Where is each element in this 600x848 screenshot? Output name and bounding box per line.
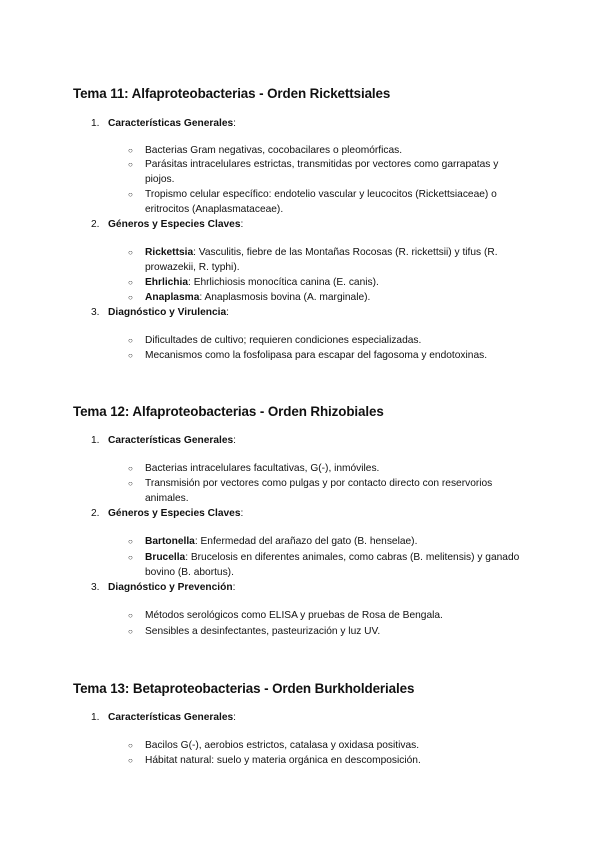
list-item [128,188,528,217]
item-number: 1. [91,712,100,723]
item-label: Diagnóstico y Virulencia [108,307,227,318]
list-item [128,477,528,506]
circle-bullet-icon: ○ [128,756,133,765]
item-suffix: : [226,307,229,318]
item-label: Características Generales [108,712,234,723]
item-number: 2. [91,219,100,230]
bullet-bold: Brucella [145,552,186,563]
circle-bullet-icon: ○ [128,553,133,562]
circle-bullet-icon: ○ [128,351,133,360]
numbered-item [91,582,235,593]
item-number: 1. [91,435,100,446]
list-item [128,291,528,306]
list-item [128,144,528,159]
circle-bullet-icon: ○ [128,741,133,750]
bullet-text: : Ehrlichiosis monocítica canina (E. canis). [188,277,379,288]
circle-bullet-icon: ○ [128,160,133,169]
circle-bullet-icon: ○ [128,248,133,257]
item-suffix: : [233,118,237,129]
list-item [128,551,528,580]
item-number: 2. [91,508,100,519]
bullet-text: Bacilos G(-), aerobios estrictos, catalasa y oxidasa positivas. [145,740,420,751]
bullet-text: Dificultades de cultivo; requieren condiciones especializadas. [145,335,422,346]
list-item [128,158,528,187]
list-item [128,625,528,640]
list-item [128,609,528,624]
item-label: Géneros y Especies Claves [108,508,241,519]
circle-bullet-icon: ○ [128,190,133,199]
bullet-bold: Anaplasma [145,292,200,303]
circle-bullet-icon: ○ [128,278,133,287]
circle-bullet-icon: ○ [128,146,133,155]
numbered-item [91,508,243,519]
circle-bullet-icon: ○ [128,479,133,488]
bullet-text: : Brucelosis en diferentes animales, como cabras (B. melitensis) y ganado bovino (B. abortus). [145,552,520,578]
item-label: Géneros y Especies Claves [108,219,241,230]
item-suffix: : [240,219,244,230]
bullet-text: Transmisión por vectores como pulgas y por contacto directo con reservorios animales. [145,478,493,504]
section-title: Tema 13: Betaproteobacterias - Orden Burkholderiales [73,681,415,696]
circle-bullet-icon: ○ [128,537,133,546]
item-number: 3. [91,582,100,593]
bullet-text: Métodos serológicos como ELISA y pruebas de Rosa de Bengala. [145,610,443,621]
list-item [128,535,528,550]
bullet-text: Parásitas intracelulares estrictas, transmitidas por vectores como garrapatas y piojos. [145,159,499,185]
bullet-bold: Rickettsia [145,247,194,258]
list-item [128,739,528,754]
circle-bullet-icon: ○ [128,293,133,302]
bullet-text: Tropismo celular específico: endotelio vascular y leucocitos (Rickettsiaceae) o eritrocitos (Anaplasmataceae). [145,189,497,215]
circle-bullet-icon: ○ [128,611,133,620]
bullet-text: Bacterias intracelulares facultativas, G(-), inmóviles. [145,463,380,474]
item-suffix: : [233,435,237,446]
bullet-text: Sensibles a desinfectantes, pasteurización y luz UV. [145,626,381,637]
list-item [128,754,528,769]
list-item [128,276,528,291]
circle-bullet-icon: ○ [128,336,133,345]
bullet-text: : Enfermedad del arañazo del gato (B. henselae). [194,536,418,547]
item-suffix: : [233,712,237,723]
numbered-item [91,712,236,723]
bullet-bold: Bartonella [145,536,195,547]
bullet-text: : Vasculitis, fiebre de las Montañas Rocosas (R. rickettsii) y tifus (R. prowazekii, R. typhi). [145,247,498,273]
list-item [128,246,528,275]
list-item [128,349,528,364]
item-number: 3. [91,307,100,318]
bullet-text: : Anaplasmosis bovina (A. marginale). [199,292,371,303]
circle-bullet-icon: ○ [128,464,133,473]
numbered-item [91,435,236,446]
list-item [128,334,528,349]
item-label: Diagnóstico y Prevención [108,582,233,593]
item-suffix: : [240,508,244,519]
bullet-text: Hábitat natural: suelo y materia orgánica en descomposición. [145,755,421,766]
circle-bullet-icon: ○ [128,627,133,636]
list-item [128,462,528,477]
bullet-text: Mecanismos como la fosfolipasa para escapar del fagosoma y endotoxinas. [145,350,488,361]
bullet-text: Bacterias Gram negativas, cocobacilares o pleomórficas. [145,145,403,156]
item-number: 1. [91,118,100,129]
item-suffix: : [232,582,236,593]
numbered-item [91,307,229,318]
numbered-item [91,118,236,129]
item-label: Características Generales [108,435,234,446]
item-label: Características Generales [108,118,234,129]
bullet-bold: Ehrlichia [145,277,189,288]
section-title: Tema 12: Alfaproteobacterias - Orden Rhizobiales [73,404,384,419]
numbered-item [91,219,243,230]
section-title: Tema 11: Alfaproteobacterias - Orden Rickettsiales [73,86,391,101]
